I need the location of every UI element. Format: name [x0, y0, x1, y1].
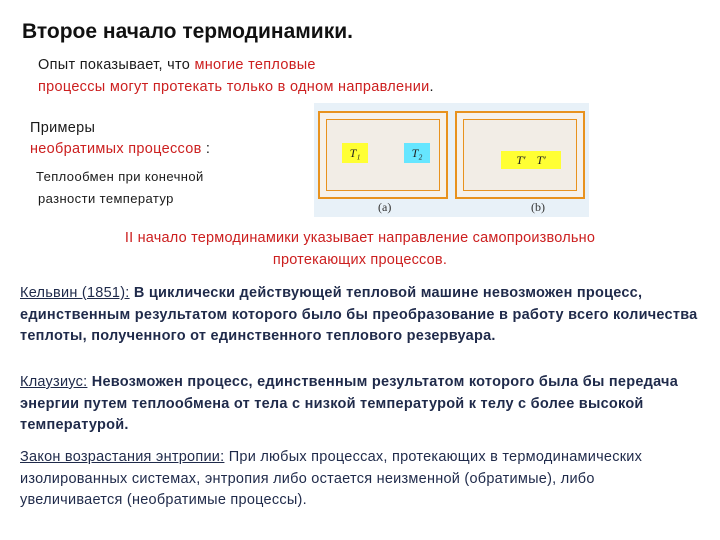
body-t1-box: T₁ — [342, 143, 368, 163]
intro-text — [38, 54, 434, 98]
body-tprime-right: T′ — [536, 153, 546, 167]
second-law-statement — [40, 227, 680, 271]
heat-exchange-line2: разности температур — [38, 191, 174, 206]
kelvin-label: Кельвин (1851): — [20, 285, 130, 301]
examples-line2: необратимых процессов — [30, 141, 202, 157]
clausius-label: Клаузиус: — [20, 374, 88, 390]
equilibrium-box — [501, 151, 561, 169]
second-law-line1: II начало термодинамики указывает направление самопроизвольно — [124, 230, 596, 246]
body-t2-box: T₂ — [404, 143, 430, 163]
intro-highlight: многие тепловые — [194, 57, 316, 73]
entropy-law — [20, 447, 700, 512]
entropy-text: При любых процессах, протекающих в термодинамических изолированных системах, энтропия либо остается неизменной (обратимые), либо увеличивается (необратимые процессы). — [20, 449, 643, 508]
intro-highlight-line2: процессы могут протекать только в одном направлении — [38, 79, 430, 95]
kelvin-formulation — [20, 283, 700, 348]
second-law-line2: протекающих процессов. — [272, 252, 448, 268]
body-tprime-left: T′ — [516, 153, 526, 167]
intro-period: . — [429, 79, 434, 95]
clausius-formulation — [20, 372, 700, 437]
examples-heading — [30, 118, 210, 160]
caption-a: (a) — [378, 200, 392, 214]
slide-title: Второе начало термодинамики. — [22, 20, 353, 43]
examples-line1: Примеры — [30, 120, 96, 136]
entropy-label: Закон возрастания энтропии: — [20, 449, 225, 465]
examples-colon: : — [201, 141, 211, 157]
kelvin-text: В циклически действующей тепловой машине невозможен процесс, единственным результатом которого было бы преобразование в работу всего количества теплоты, полученного от единственного теплового резервуара. — [20, 285, 698, 344]
heat-exchange-figure — [314, 103, 589, 217]
heat-exchange-line1: Теплообмен при конечной — [36, 169, 204, 184]
caption-b: (b) — [531, 200, 545, 214]
heat-exchange-label — [36, 166, 204, 210]
intro-part1: Опыт показывает, что — [38, 57, 195, 73]
figure-panel-b — [455, 111, 585, 199]
clausius-text: Невозможен процесс, единственным результатом которого была бы передача энергии путем теплообмена от тела с низкой температурой к телу с более высокой температурой. — [20, 374, 679, 433]
figure-panel-a — [318, 111, 448, 199]
